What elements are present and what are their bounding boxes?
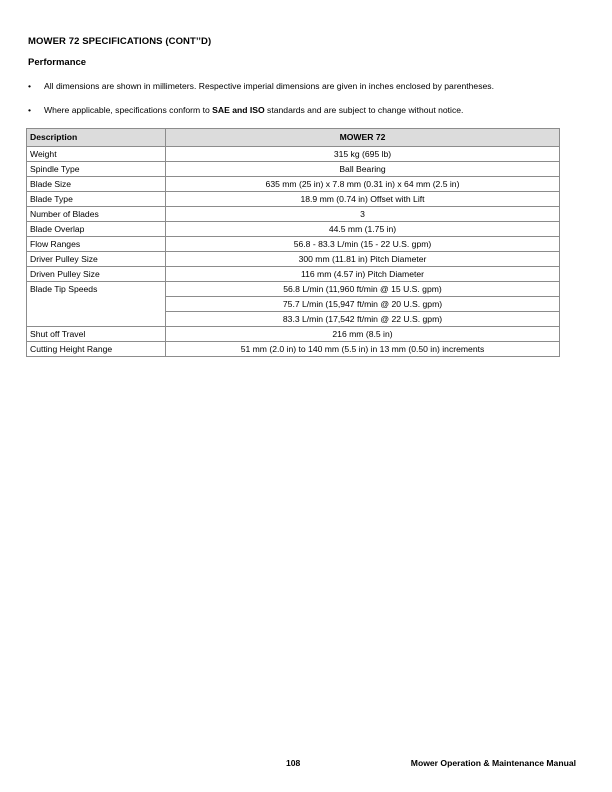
column-header-description: Description <box>27 129 166 147</box>
bullet-item <box>28 104 588 116</box>
table-row <box>27 222 560 237</box>
bullet-bold-text: SAE and ISO <box>212 104 265 115</box>
bullet-symbol: • <box>28 104 32 115</box>
row-value: 51 mm (2.0 in) to 140 mm (5.5 in) in 13 mm (0.50 in) increments <box>166 342 560 357</box>
table-row <box>27 207 560 222</box>
row-value: 300 mm (11.81 in) Pitch Diameter <box>166 252 560 267</box>
row-description: Driven Pulley Size <box>27 267 166 282</box>
row-value: 315 kg (695 lb) <box>166 147 560 162</box>
row-value: Ball Bearing <box>166 162 560 177</box>
row-value: 44.5 mm (1.75 in) <box>166 222 560 237</box>
table-row <box>27 342 560 357</box>
table-row <box>27 252 560 267</box>
row-description: Blade Tip Speeds <box>27 282 166 327</box>
table-header-row <box>27 129 560 147</box>
row-value: 56.8 - 83.3 L/min (15 - 22 U.S. gpm) <box>166 237 560 252</box>
row-value: 116 mm (4.57 in) Pitch Diameter <box>166 267 560 282</box>
row-value: 18.9 mm (0.74 in) Offset with Lift <box>166 192 560 207</box>
table-row <box>27 327 560 342</box>
footer-page-number: 108 <box>286 758 301 768</box>
row-value: 216 mm (8.5 in) <box>166 327 560 342</box>
table-row <box>27 162 560 177</box>
column-header-mower-72: MOWER 72 <box>166 129 560 147</box>
row-value: 75.7 L/min (15,947 ft/min @ 20 U.S. gpm) <box>166 297 560 312</box>
bullet-text: Where applicable, specifications conform to <box>44 104 213 115</box>
row-description: Blade Size <box>27 177 166 192</box>
row-description: Flow Ranges <box>27 237 166 252</box>
row-description: Spindle Type <box>27 162 166 177</box>
row-description: Shut off Travel <box>27 327 166 342</box>
row-description: Weight <box>27 147 166 162</box>
bullet-text: standards and are subject to change without notice. <box>264 104 464 115</box>
row-description: Blade Overlap <box>27 222 166 237</box>
table-row <box>27 177 560 192</box>
section-heading: Performance <box>28 57 87 68</box>
table-row <box>27 147 560 162</box>
table-row <box>27 237 560 252</box>
bullet-list <box>28 80 588 127</box>
row-value: 56.8 L/min (11,960 ft/min @ 15 U.S. gpm) <box>166 282 560 297</box>
row-value: 83.3 L/min (17,542 ft/min @ 22 U.S. gpm) <box>166 312 560 327</box>
row-description: Blade Type <box>27 192 166 207</box>
bullet-symbol: • <box>28 81 32 91</box>
row-value: 3 <box>166 207 560 222</box>
specifications-table <box>26 128 560 357</box>
row-description: Driver Pulley Size <box>27 252 166 267</box>
footer-manual-title: Mower Operation & Maintenance Manual <box>410 758 576 768</box>
bullet-item <box>28 80 588 92</box>
row-description: Number of Blades <box>27 207 166 222</box>
row-value: 635 mm (25 in) x 7.8 mm (0.31 in) x 64 mm (2.5 in) <box>166 177 560 192</box>
table-row <box>27 192 560 207</box>
bullet-text: All dimensions are shown in millimeters. Respective imperial dimensions are given in inches enclosed by parentheses. <box>44 81 494 91</box>
row-description: Cutting Height Range <box>27 342 166 357</box>
page-heading: MOWER 72 SPECIFICATIONS (CONT’’D) <box>28 36 212 47</box>
table-row <box>27 282 560 297</box>
table-row <box>27 267 560 282</box>
